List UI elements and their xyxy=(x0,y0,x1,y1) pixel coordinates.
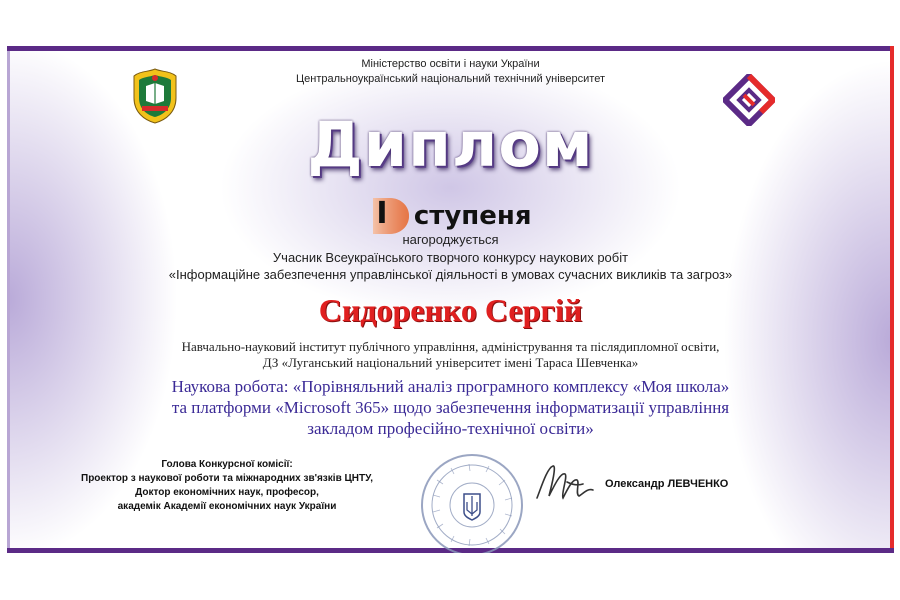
diploma xyxy=(7,46,894,553)
awarded-text: нагороджується xyxy=(402,232,499,247)
chair-line: академік Академії економічних наук України xyxy=(117,501,337,512)
work-title-line-2: та платформи «Microsoft 365» щодо забезпечення інформатизації управління xyxy=(171,398,730,417)
diploma-title: Диплом xyxy=(307,108,594,181)
degree-roman: I xyxy=(376,196,388,231)
signature-icon xyxy=(527,458,607,508)
ministry-name: Міністерство освіти і науки України xyxy=(361,58,540,70)
university-name: Центральноукраїнський національний технічний університет xyxy=(296,73,605,85)
degree-badge xyxy=(369,198,409,234)
commission-chair-block xyxy=(67,458,387,514)
institute-line-1: Навчально-науковий інститут публічного управління, адміністрування та післядипломної освіти, xyxy=(181,339,720,354)
work-title-line-1: Наукова робота: «Порівняльний аналіз програмного комплексу «Моя школа» xyxy=(171,377,730,396)
chair-line: Доктор економічних наук, професор, xyxy=(135,487,319,498)
signer-name: Олександр ЛЕВЧЕНКО xyxy=(605,478,729,490)
degree xyxy=(7,198,894,234)
chair-line: Голова Конкурсної комісії: xyxy=(161,459,293,470)
degree-word: ступеня xyxy=(413,201,532,231)
work-title-line-3: закладом професійно-технічної освіти» xyxy=(307,419,594,438)
recipient-name: Сидоренко Сергій xyxy=(318,292,583,328)
contest-title: «Інформаційне забезпечення управлінської діяльності в умовах сучасних викликів та загроз» xyxy=(168,267,733,282)
stamp-icon xyxy=(417,450,527,553)
chair-line: Проектор з наукової роботи та міжнародних зв'язків ЦНТУ, xyxy=(81,473,373,484)
frame-top xyxy=(7,46,894,51)
participant-text: Учасник Всеукраїнського творчого конкурсу наукових робіт xyxy=(272,250,629,265)
institute-line-2: ДЗ «Луганський національний університет імені Тараса Шевченка» xyxy=(262,355,639,370)
degree-d-shape-icon xyxy=(369,198,409,234)
